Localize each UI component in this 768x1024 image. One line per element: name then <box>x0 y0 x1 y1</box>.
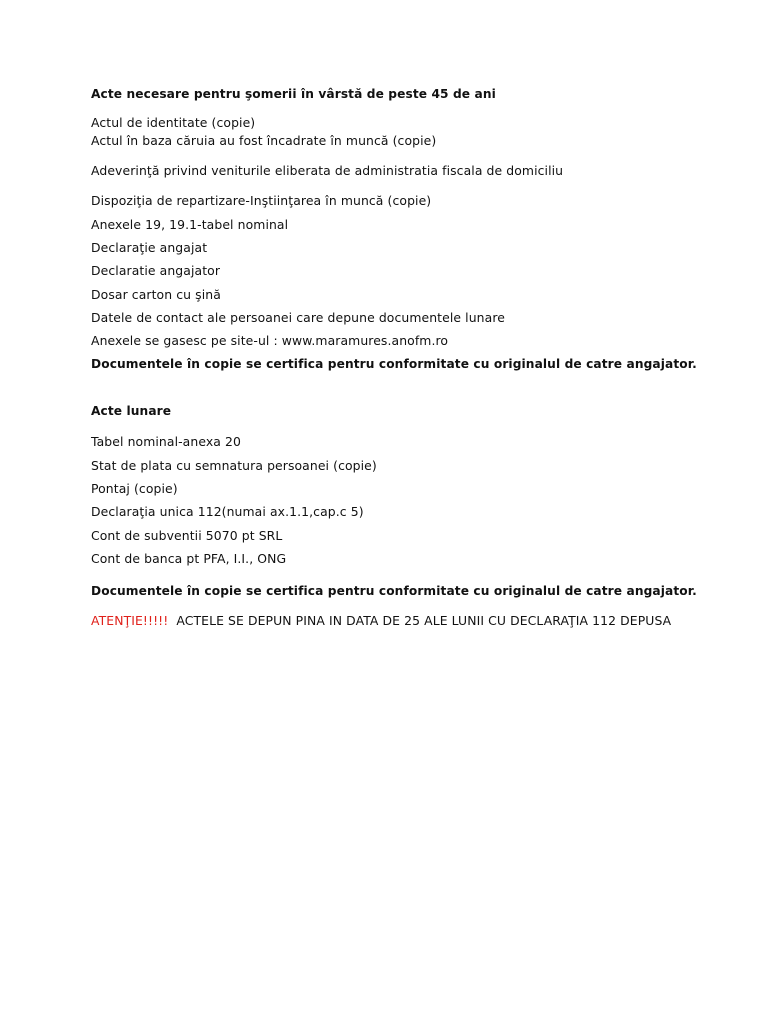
list-item: Adeverinţă privind veniturile eliberata de administratia fiscala de domiciliu <box>91 163 564 178</box>
warning-text: ACTELE SE DEPUN PINA IN DATA DE 25 ALE LUNII CU DECLARAŢIA 112 DEPUSA <box>168 613 672 628</box>
list-item: Anexele se gasesc pe site-ul : www.maramures.anofm.ro <box>91 333 449 348</box>
list-item: Declaraţie angajat <box>91 240 208 255</box>
section2-note: Documentele în copie se certifica pentru conformitate cu originalul de catre angajator. <box>91 584 697 598</box>
warning-line <box>91 613 671 629</box>
list-item: Actul în baza căruia au fost încadrate în muncă (copie) <box>91 133 437 148</box>
list-item: Tabel nominal-anexa 20 <box>91 434 241 449</box>
section2-heading: Acte lunare <box>91 404 172 418</box>
warning-label: ATENŢIE!!!!! <box>91 613 169 628</box>
list-item: Stat de plata cu semnatura persoanei (copie) <box>91 458 377 473</box>
list-item: Pontaj (copie) <box>91 481 178 496</box>
list-item: Cont de banca pt PFA, I.I., ONG <box>91 551 287 566</box>
list-item: Dosar carton cu şină <box>91 287 221 302</box>
section1-heading: Acte necesare pentru şomerii în vârstă de peste 45 de ani <box>91 87 496 101</box>
list-item: Dispoziţia de repartizare-Inştiinţarea în muncă (copie) <box>91 193 432 208</box>
section1-note: Documentele în copie se certifica pentru conformitate cu originalul de catre angajator. <box>91 357 697 371</box>
list-item: Cont de subventii 5070 pt SRL <box>91 528 283 543</box>
list-item: Datele de contact ale persoanei care depune documentele lunare <box>91 310 505 325</box>
list-item: Anexele 19, 19.1-tabel nominal <box>91 217 289 232</box>
list-item: Declaraţia unica 112(numai ax.1.1,cap.c 5) <box>91 504 364 519</box>
list-item: Declaratie angajator <box>91 263 221 278</box>
list-item: Actul de identitate (copie) <box>91 115 256 130</box>
